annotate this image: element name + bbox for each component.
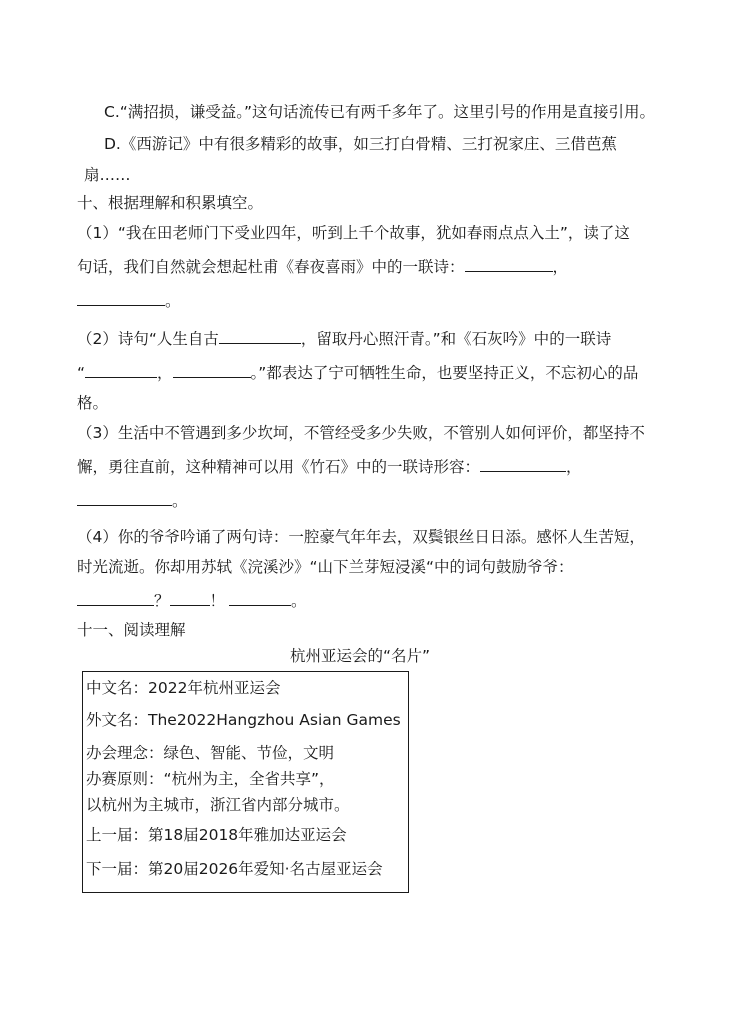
q4-line3-end: 。 xyxy=(291,592,307,610)
answer-blank[interactable] xyxy=(170,591,210,606)
q4-line3-ex: ！ xyxy=(209,592,226,610)
q3-line2-text: 懈，勇往直前，这种精神可以用《竹石》中的一联诗形容： xyxy=(77,458,481,476)
answer-blank[interactable] xyxy=(85,363,157,378)
card-row-philosophy: 办会理念：绿色、智能、节俭，文明 xyxy=(86,744,335,762)
q1-line3 xyxy=(77,290,181,312)
card-title: 杭州亚运会的“名片” xyxy=(290,647,431,665)
card-row-next: 下一届：第20届2026年爱知·名古屋亚运会 xyxy=(86,860,383,878)
q2-line2-c: 。”都表达了宁可牺牲生命，也要坚持正义，不忘初心的品 xyxy=(250,364,639,382)
option-d-line1: D.《西游记》中有很多精彩的故事，如三打白骨精、三打祝家庄、三借芭蕉 xyxy=(104,135,617,153)
answer-blank[interactable] xyxy=(229,591,291,606)
card-row-chinese-name: 中文名：2022年杭州亚运会 xyxy=(86,679,281,697)
q4-line1: （4）你的爷爷吟诵了两句诗：一腔豪气年年去，双鬓银丝日日添。感怀人生苦短， xyxy=(77,528,645,546)
q4-line2: 时光流逝。你却用苏轼《浣溪沙》“山下兰芽短浸溪“中的词句鼓励爷爷： xyxy=(77,558,574,576)
q2-line1 xyxy=(77,328,611,350)
q4-line3 xyxy=(77,590,307,612)
answer-blank[interactable] xyxy=(219,329,301,344)
q2-line2 xyxy=(77,362,638,384)
q4-line3-q: ？ xyxy=(154,592,170,610)
q3-line2 xyxy=(77,456,582,478)
q3-line3 xyxy=(77,490,188,512)
card-row-previous: 上一届：第18届2018年雅加达亚运会 xyxy=(86,826,347,844)
q1-line3-end: 。 xyxy=(165,292,181,310)
q1-line1: （1）“我在田老师门下受业四年，听到上千个故事，犹如春雨点点入土”，读了这 xyxy=(77,224,630,242)
card-row-host-cities: 以杭州为主城市，浙江省内部分城市。 xyxy=(86,796,350,814)
answer-blank[interactable] xyxy=(77,491,172,506)
section-11-title: 十一、阅读理解 xyxy=(77,621,186,639)
q3-line2-end: ， xyxy=(566,458,582,476)
q2-line1-a: （2）诗句“人生自古 xyxy=(77,330,219,348)
q2-line2-b: ， xyxy=(157,364,173,382)
q1-line2-text: 句话，我们自然就会想起杜甫《春夜喜雨》中的一联诗： xyxy=(77,258,465,276)
q1-line2-end: ， xyxy=(552,258,569,276)
q3-line3-end: 。 xyxy=(172,492,188,510)
option-d-line2: 扇…… xyxy=(84,166,131,184)
option-c: C.“满招损，谦受益。”这句话流传已有两千多年了。这里引号的作用是直接引用。 xyxy=(104,103,656,121)
answer-blank[interactable] xyxy=(173,363,251,378)
answer-blank[interactable] xyxy=(465,257,553,272)
answer-blank[interactable] xyxy=(77,591,154,606)
info-card xyxy=(82,671,409,893)
q2-line1-b: ，留取丹心照汗青。”和《石灰吟》中的一联诗 xyxy=(300,330,612,348)
answer-blank[interactable] xyxy=(480,457,566,472)
q2-line2-a: “ xyxy=(77,364,86,382)
section-10-title: 十、根据理解和积累填空。 xyxy=(77,194,264,212)
answer-blank[interactable] xyxy=(77,291,165,306)
q1-line2 xyxy=(77,256,568,278)
q2-line3: 格。 xyxy=(77,394,109,412)
q3-line1: （3）生活中不管遇到多少坎坷，不管经受多少失败，不管别人如何评价，都坚持不 xyxy=(77,424,645,442)
card-row-english-name: 外文名：The2022Hangzhou Asian Games xyxy=(86,711,401,729)
card-row-principle: 办赛原则：“杭州为主，全省共享”， xyxy=(86,770,335,788)
